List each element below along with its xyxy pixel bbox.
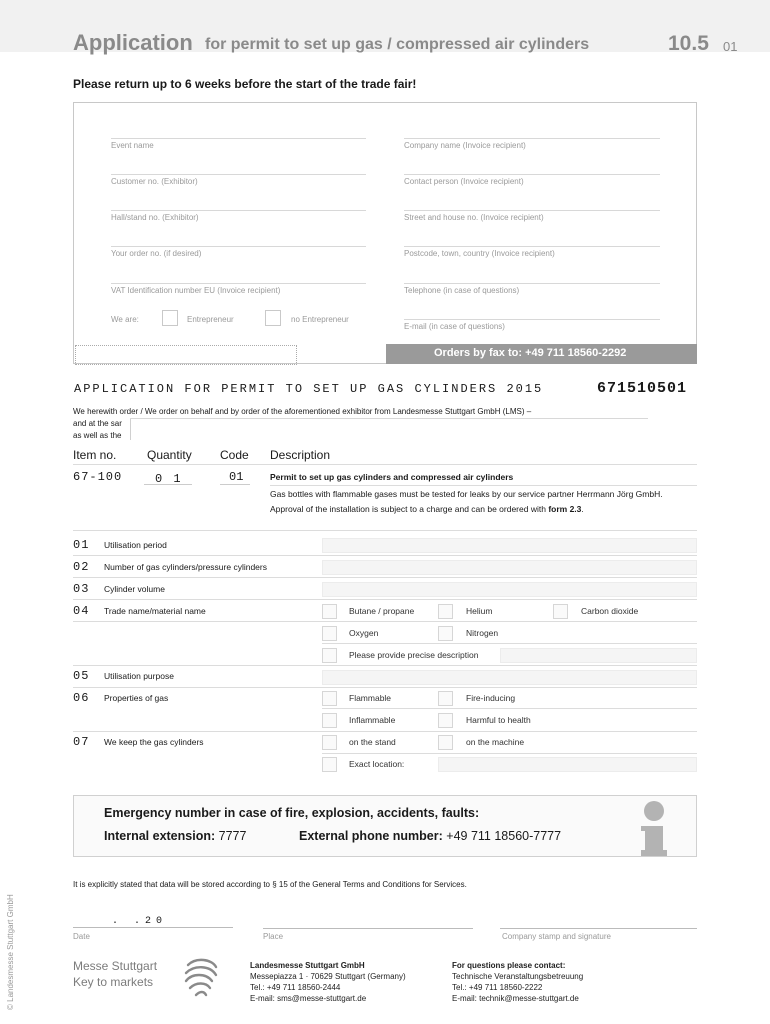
emergency-box [73,795,697,857]
customer-no-label: Customer no. (Exhibitor) [111,177,198,186]
entrepreneur-label: Entrepreneur [187,315,234,324]
company-tagline: Key to markets [73,975,154,989]
inflammable-checkbox[interactable] [322,713,337,728]
form-subtitle: for permit to set up gas / compressed air cylinders [205,36,590,53]
row-label-04: Trade name/material name [104,606,206,616]
utilisation-period-input[interactable] [322,538,697,553]
contact-person-label: Contact person (Invoice recipient) [404,177,524,186]
row-divider [322,753,697,754]
fax-bar: Orders by fax to: +49 711 18560-2292 [386,344,697,364]
form-title: Application [73,30,193,55]
helium-checkbox[interactable] [438,604,453,619]
form-sub-number: 01 [723,39,738,54]
no-entrepreneur-label: no Entrepreneur [291,315,349,324]
precise-description-label: Please provide precise description [349,650,479,660]
on-machine-label: on the machine [466,737,525,747]
stamp-signature-field[interactable] [500,928,697,929]
section-divider [73,530,697,531]
info-icon [634,798,674,865]
item-desc-1: Gas bottles with flammable gases must be tested for leaks by our service partner Herrmann Jörg GmbH. [270,489,663,499]
nitrogen-checkbox[interactable] [438,626,453,641]
emergency-title: Emergency number in case of fire, explosion, accidents, faults: [104,806,480,820]
order-no-label: Your order no. (if desired) [111,249,202,258]
internal-extension: Internal extension: 7777 [104,829,247,843]
intro-field-edge [130,418,131,440]
application-number: 671510501 [597,380,688,397]
hall-stand-label: Hall/stand no. (Exhibitor) [111,213,199,222]
cylinder-count-input[interactable] [322,560,697,575]
form-number: 10.5 [668,32,709,55]
intro-line-2: and at the sar [73,419,122,428]
header-divider [73,464,697,465]
utilisation-purpose-input[interactable] [322,670,697,685]
row-label-02: Number of gas cylinders/pressure cylinders [104,562,267,572]
row-label-01: Utilisation period [104,540,167,550]
technik-email-link[interactable]: E-mail: technik@messe-stuttgart.de [452,994,579,1003]
stamp-label: Company stamp and signature [502,932,611,941]
application-title: APPLICATION FOR PERMIT TO SET UP GAS CYLINDERS 2015 [74,382,544,396]
exact-location-label: Exact location: [349,759,405,769]
helium-label: Helium [466,606,493,616]
company-name-field[interactable] [404,138,660,139]
date-label: Date [73,932,90,941]
entrepreneur-checkbox[interactable] [162,310,178,326]
on-stand-label: on the stand [349,737,396,747]
street-field[interactable] [404,210,660,211]
on-stand-checkbox[interactable] [322,735,337,750]
row-divider [322,643,697,644]
row-label-06: Properties of gas [104,693,169,703]
row-num-03: 03 [73,582,90,596]
contact-block: For questions please contact: Technische Veranstaltungsbetreuung Tel.: +49 711 18560-2222 E-mail: technik@messe-stuttgart.de [452,961,584,1003]
item-divider [270,485,697,486]
messe-logo-icon [182,955,222,1004]
row-label-07: We keep the gas cylinders [104,737,204,747]
on-machine-checkbox[interactable] [438,735,453,750]
fire-inducing-checkbox[interactable] [438,691,453,706]
row-divider [73,577,697,578]
street-label: Street and house no. (Invoice recipient) [404,213,544,222]
harmful-label: Harmful to health [466,715,531,725]
customer-no-field[interactable] [111,174,366,175]
intro-field[interactable] [130,418,648,419]
vat-id-field[interactable] [111,283,366,284]
intro-line-1: We herewith order / We order on behalf and by order of the aforementioned exhibitor from Landesmesse Stuttgart GmbH (LMS) – [73,407,532,416]
row-divider [73,599,697,600]
row-num-04: 04 [73,604,90,618]
other-gas-checkbox[interactable] [322,648,337,663]
row-divider [73,731,697,732]
row-num-02: 02 [73,560,90,574]
col-description: Description [270,448,331,462]
place-field[interactable] [263,928,473,929]
stamp-box [75,345,297,365]
company-name-label: Company name (Invoice recipient) [404,141,526,150]
email-field[interactable] [404,319,660,320]
fire-inducing-label: Fire-inducing [466,693,516,703]
vat-id-label: VAT Identification number EU (Invoice recipient) [111,286,281,295]
address-block: Landesmesse Stuttgart GmbH Messepiazza 1 · 70629 Stuttgart (Germany) Tel.: +49 711 18560-2444 E-mail: sms@messe-stuttgart.de [250,961,406,1003]
postcode-field[interactable] [404,246,660,247]
row-divider [73,665,697,666]
row-label-05: Utilisation purpose [104,671,174,681]
item-no-value: 67-100 [73,470,123,484]
place-label: Place [263,932,284,941]
hall-stand-field[interactable] [111,210,366,211]
telephone-field[interactable] [404,283,660,284]
col-item-no: Item no. [73,448,117,462]
row-num-05: 05 [73,669,90,683]
we-are-label: We are: [111,315,139,324]
butane-label: Butane / propane [349,606,415,616]
flammable-checkbox[interactable] [322,691,337,706]
code-value: 01 [229,470,244,484]
nitrogen-label: Nitrogen [466,628,499,638]
flammable-label: Flammable [349,693,392,703]
precise-description-input[interactable] [500,648,697,663]
external-phone: External phone number: +49 711 18560-7777 [299,829,562,843]
inflammable-label: Inflammable [349,715,396,725]
butane-checkbox[interactable] [322,604,337,619]
harmful-checkbox[interactable] [438,713,453,728]
postcode-label: Postcode, town, country (Invoice recipient) [404,249,555,258]
carbon-dioxide-label: Carbon dioxide [581,606,639,616]
row-divider [73,687,697,688]
quantity-value: 0 1 [155,472,183,486]
row-num-01: 01 [73,538,90,552]
telephone-label: Telephone (in case of questions) [404,286,520,295]
col-quantity: Quantity [147,448,192,462]
email-label: E-mail (in case of questions) [404,322,505,331]
gtc-statement: It is explicitly stated that data will be stored according to § 15 of the General Terms and Conditions for Services. [73,880,467,889]
row-num-07: 07 [73,735,90,749]
contact-person-field[interactable] [404,174,660,175]
event-name-label: Event name [111,141,154,150]
row-num-06: 06 [73,691,90,705]
copyright-vertical: © Landesmesse Stuttgart GmbH [6,894,15,1010]
carbon-dioxide-checkbox[interactable] [553,604,568,619]
exact-location-checkbox[interactable] [322,757,337,772]
form-reference-link[interactable]: form 2.3 [548,504,582,514]
row-divider [73,621,697,622]
col-code: Code [220,448,249,462]
event-name-field[interactable] [111,138,366,139]
item-desc-2: Approval of the installation is subject to a charge and can be ordered with form 2.3. [270,504,584,514]
intro-line-3: as well as the [73,431,122,440]
row-label-03: Cylinder volume [104,584,165,594]
oxygen-checkbox[interactable] [322,626,337,641]
sms-email-link[interactable]: E-mail: sms@messe-stuttgart.de [250,994,367,1003]
item-title: Permit to set up gas cylinders and compressed air cylinders [270,472,514,482]
order-no-field[interactable] [111,246,366,247]
exact-location-input[interactable] [438,757,697,772]
date-value: . .20 [112,916,168,927]
row-divider [322,708,697,709]
no-entrepreneur-checkbox[interactable] [265,310,281,326]
return-notice: Please return up to 6 weeks before the start of the trade fair! [73,77,417,91]
company-logo-text: Messe Stuttgart [73,959,158,973]
cylinder-volume-input[interactable] [322,582,697,597]
oxygen-label: Oxygen [349,628,379,638]
row-divider [73,555,697,556]
